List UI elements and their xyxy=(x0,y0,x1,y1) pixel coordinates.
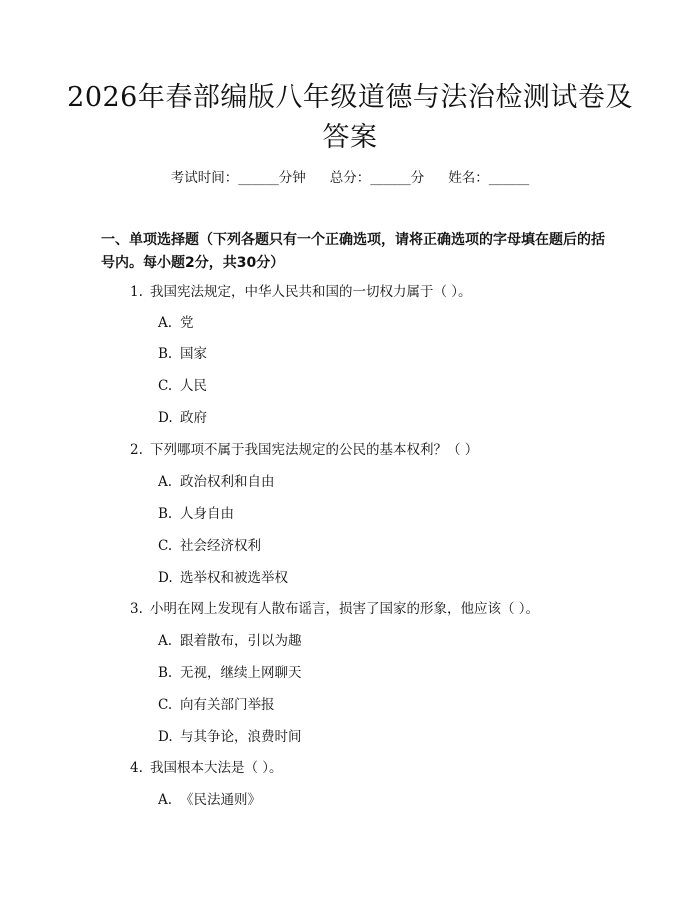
option-label: D. xyxy=(158,410,173,426)
question-text: 我国宪法规定，中华人民共和国的一切权力属于（ ）。 xyxy=(150,284,472,300)
option-text: 人身自由 xyxy=(180,506,234,522)
option-label: B. xyxy=(158,346,173,362)
option-3b xyxy=(158,663,302,683)
option-1a xyxy=(158,313,194,333)
option-2a xyxy=(158,472,275,492)
option-text: 向有关部门举报 xyxy=(180,697,275,713)
option-text: 政治权利和自由 xyxy=(180,474,275,490)
option-text: 选举权和被选举权 xyxy=(180,570,288,586)
option-text: 国家 xyxy=(180,346,207,362)
option-label: A. xyxy=(158,633,173,649)
option-text: 无视，继续上网聊天 xyxy=(180,665,302,681)
question-2 xyxy=(130,440,478,460)
exam-info-line xyxy=(0,168,700,188)
option-label: A. xyxy=(158,315,173,331)
option-text: 与其争论，浪费时间 xyxy=(180,729,302,745)
question-4 xyxy=(130,758,283,778)
option-text: 党 xyxy=(180,315,194,331)
option-label: A. xyxy=(158,792,173,808)
option-label: D. xyxy=(158,570,173,586)
question-number: 1. xyxy=(130,284,143,300)
option-text: 跟着散布，引以为趣 xyxy=(180,633,302,649)
option-3c xyxy=(158,695,275,715)
option-2c xyxy=(158,536,261,556)
question-text: 下列哪项不属于我国宪法规定的公民的基本权利？（ ） xyxy=(150,442,479,458)
option-1b xyxy=(158,344,207,364)
option-3a xyxy=(158,631,302,651)
option-label: C. xyxy=(158,697,173,713)
total-score-field: 总分：______分 xyxy=(329,170,425,186)
option-2b xyxy=(158,504,234,524)
option-1d xyxy=(158,408,207,428)
option-label: B. xyxy=(158,665,173,681)
option-text: 《民法通则》 xyxy=(180,792,261,808)
option-label: C. xyxy=(158,538,173,554)
exam-time-field: 考试时间：______分钟 xyxy=(170,170,306,186)
option-label: A. xyxy=(158,474,173,490)
option-label: B. xyxy=(158,506,173,522)
document-title: 2026年春部编版八年级道德与法治检测试卷及答案 xyxy=(67,82,633,153)
option-1c xyxy=(158,376,207,396)
question-3 xyxy=(130,599,539,619)
option-label: D. xyxy=(158,729,173,745)
section-heading: 一、单项选择题（下列各题只有一个正确选项，请将正确选项的字母填在题后的括号内。每小题2分，共30分） xyxy=(101,232,605,271)
question-1 xyxy=(130,282,472,302)
option-text: 政府 xyxy=(180,410,207,426)
question-number: 2. xyxy=(130,442,143,458)
option-text: 人民 xyxy=(180,378,207,394)
option-4a xyxy=(158,790,261,810)
question-text: 我国根本大法是（ ）。 xyxy=(150,760,283,776)
option-3d xyxy=(158,727,302,747)
question-text: 小明在网上发现有人散布谣言，损害了国家的形象，他应该（ ）。 xyxy=(150,601,540,617)
option-label: C. xyxy=(158,378,173,394)
option-text: 社会经济权利 xyxy=(180,538,261,554)
option-2d xyxy=(158,568,288,588)
question-number: 3. xyxy=(130,601,143,617)
question-number: 4. xyxy=(130,760,143,776)
student-name-field: 姓名：______ xyxy=(448,170,530,186)
